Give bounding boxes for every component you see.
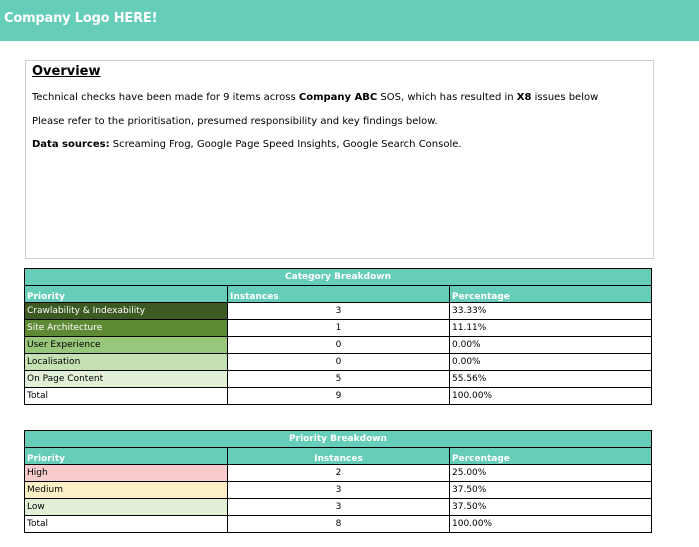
- category-instances: 1: [228, 320, 450, 337]
- company-logo-text: Company Logo HERE!: [4, 11, 158, 26]
- table-title-row: [25, 431, 652, 448]
- priority-label: Low: [25, 499, 228, 516]
- table-row: [25, 371, 652, 388]
- total-label: Total: [25, 516, 228, 533]
- table-row: [25, 303, 652, 320]
- issues-count: X8: [516, 92, 532, 103]
- category-percentage: 55.56%: [450, 371, 652, 388]
- column-header-priority: Priority: [25, 448, 228, 465]
- table-row: [25, 320, 652, 337]
- table-row: [25, 354, 652, 371]
- category-percentage: 0.00%: [450, 354, 652, 371]
- priority-instances: 2: [228, 465, 450, 482]
- column-header-percentage: Percentage: [450, 448, 652, 465]
- overview-summary-line: [32, 92, 598, 103]
- category-label: Localisation: [25, 354, 228, 371]
- column-header-instances: Instances: [228, 286, 450, 303]
- table-header-row: [25, 448, 652, 465]
- total-label: Total: [25, 388, 228, 405]
- summary-text-mid: SOS, which has resulted in: [377, 92, 517, 103]
- priority-label: Medium: [25, 482, 228, 499]
- category-label: Site Architecture: [25, 320, 228, 337]
- category-label: User Experience: [25, 337, 228, 354]
- overview-sources-line: [32, 139, 462, 150]
- priority-breakdown-title: Priority Breakdown: [25, 431, 652, 448]
- category-instances: 5: [228, 371, 450, 388]
- column-header-priority: Priority: [25, 286, 228, 303]
- category-instances: 3: [228, 303, 450, 320]
- priority-percentage: 25.00%: [450, 465, 652, 482]
- sources-value: Screaming Frog, Google Page Speed Insights, Google Search Console.: [109, 139, 462, 150]
- total-percentage: 100.00%: [450, 388, 652, 405]
- category-label: Crawlability & Indexability: [25, 303, 228, 320]
- page-header: [0, 0, 699, 41]
- priority-instances: 3: [228, 482, 450, 499]
- table-header-row: [25, 286, 652, 303]
- category-instances: 0: [228, 354, 450, 371]
- sources-label: Data sources:: [32, 139, 110, 150]
- summary-text-pre: Technical checks have been made for 9 items across: [32, 92, 299, 103]
- priority-percentage: 37.50%: [450, 482, 652, 499]
- table-total-row: [25, 388, 652, 405]
- overview-box: [25, 60, 654, 259]
- table-row: [25, 499, 652, 516]
- table-row: [25, 465, 652, 482]
- category-percentage: 0.00%: [450, 337, 652, 354]
- total-instances: 9: [228, 388, 450, 405]
- priority-breakdown-table: [24, 430, 652, 533]
- table-row: [25, 337, 652, 354]
- category-label: On Page Content: [25, 371, 228, 388]
- overview-refer-line: Please refer to the prioritisation, presumed responsibility and key findings below.: [32, 116, 438, 127]
- category-percentage: 11.11%: [450, 320, 652, 337]
- column-header-percentage: Percentage: [450, 286, 652, 303]
- column-header-instances: Instances: [228, 448, 450, 465]
- total-instances: 8: [228, 516, 450, 533]
- priority-label: High: [25, 465, 228, 482]
- total-percentage: 100.00%: [450, 516, 652, 533]
- table-title-row: [25, 269, 652, 286]
- category-percentage: 33.33%: [450, 303, 652, 320]
- table-row: [25, 482, 652, 499]
- category-instances: 0: [228, 337, 450, 354]
- priority-instances: 3: [228, 499, 450, 516]
- table-total-row: [25, 516, 652, 533]
- category-breakdown-table: [24, 268, 652, 405]
- priority-percentage: 37.50%: [450, 499, 652, 516]
- summary-text-post: issues below: [531, 92, 599, 103]
- company-name: Company ABC: [298, 92, 378, 103]
- category-breakdown-title: Category Breakdown: [25, 269, 652, 286]
- overview-title: Overview: [32, 64, 101, 79]
